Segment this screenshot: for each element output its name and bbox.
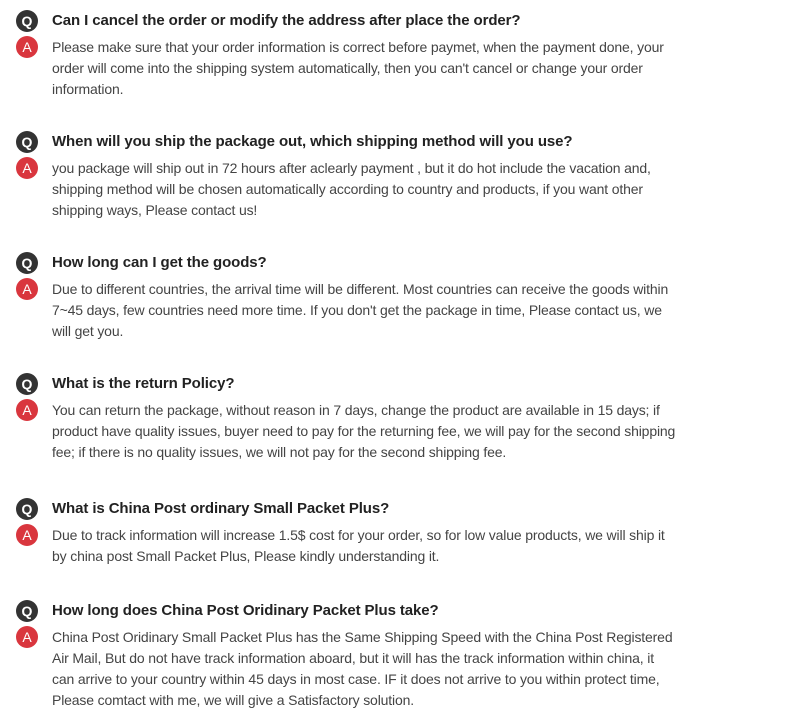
question-row [16,600,677,622]
faq-item-delivery-time [16,252,672,342]
answer-text: You can return the package, without reason in 7 days, change the product are available in 15 days; if product have quality issues, buyer need to pay for the returning fee, we will pay for the second shipping fee; if there is no quality issues, we will not pay for the second shipping fee. [52,402,676,460]
question-row [16,373,677,395]
question-badge: Q [16,498,38,520]
answer-row [16,157,672,221]
question-row [16,252,672,274]
question-badge: Q [16,131,38,153]
question-text: How long can I get the goods? [52,254,267,271]
answer-row [16,626,677,711]
question-row [16,10,682,32]
question-badge: Q [16,373,38,395]
question-text: What is China Post ordinary Small Packet Plus? [52,500,390,517]
faq-item-shipping-time [16,131,672,221]
question-text: What is the return Policy? [52,375,235,392]
answer-badge: A [16,157,38,179]
question-badge: Q [16,10,38,32]
faq-item-packet-plus-duration [16,600,677,711]
answer-row [16,278,672,342]
question-text: Can I cancel the order or modify the address after place the order? [52,12,521,29]
answer-badge: A [16,36,38,58]
answer-badge: A [16,626,38,648]
question-text: When will you ship the package out, which shipping method will you use? [52,133,573,150]
faq-item-return-policy [16,373,677,463]
answer-row [16,36,682,100]
answer-text: Please make sure that your order information is correct before paymet, when the payment done, your order will come into the shipping system automatically, then you can't cancel or change your order information. [52,39,664,97]
answer-text: China Post Oridinary Small Packet Plus has the Same Shipping Speed with the China Post Registered Air Mail, But do not have track information aboard, but it will has the track information within china, it can arrive to your country within 45 days in most case. IF it does not arrive to you within protect time, Please comtact with me, we will give a Satisfactory solution. [52,629,673,708]
answer-row [16,524,677,567]
answer-text: you package will ship out in 72 hours after aclearly payment , but it do hot include the vacation and, shipping method will be chosen automatically according to country and products, if you want other shipping ways, Please contact us! [52,160,651,218]
question-row [16,131,672,153]
answer-text: Due to different countries, the arrival time will be different. Most countries can receive the goods within 7~45 days, few countries need more time. If you don't get the package in time, Please contact us, we will get you. [52,281,669,339]
question-badge: Q [16,600,38,622]
answer-badge: A [16,278,38,300]
answer-badge: A [16,524,38,546]
faq-item-small-packet-plus [16,498,677,567]
answer-row [16,399,677,463]
question-badge: Q [16,252,38,274]
question-text: How long does China Post Oridinary Packet Plus take? [52,602,439,619]
question-row [16,498,677,520]
answer-badge: A [16,399,38,421]
answer-text: Due to track information will increase 1.5$ cost for your order, so for low value products, we will ship it by china post Small Packet Plus, Please kindly understanding it. [52,527,665,564]
faq-item-cancel-order [16,10,682,100]
